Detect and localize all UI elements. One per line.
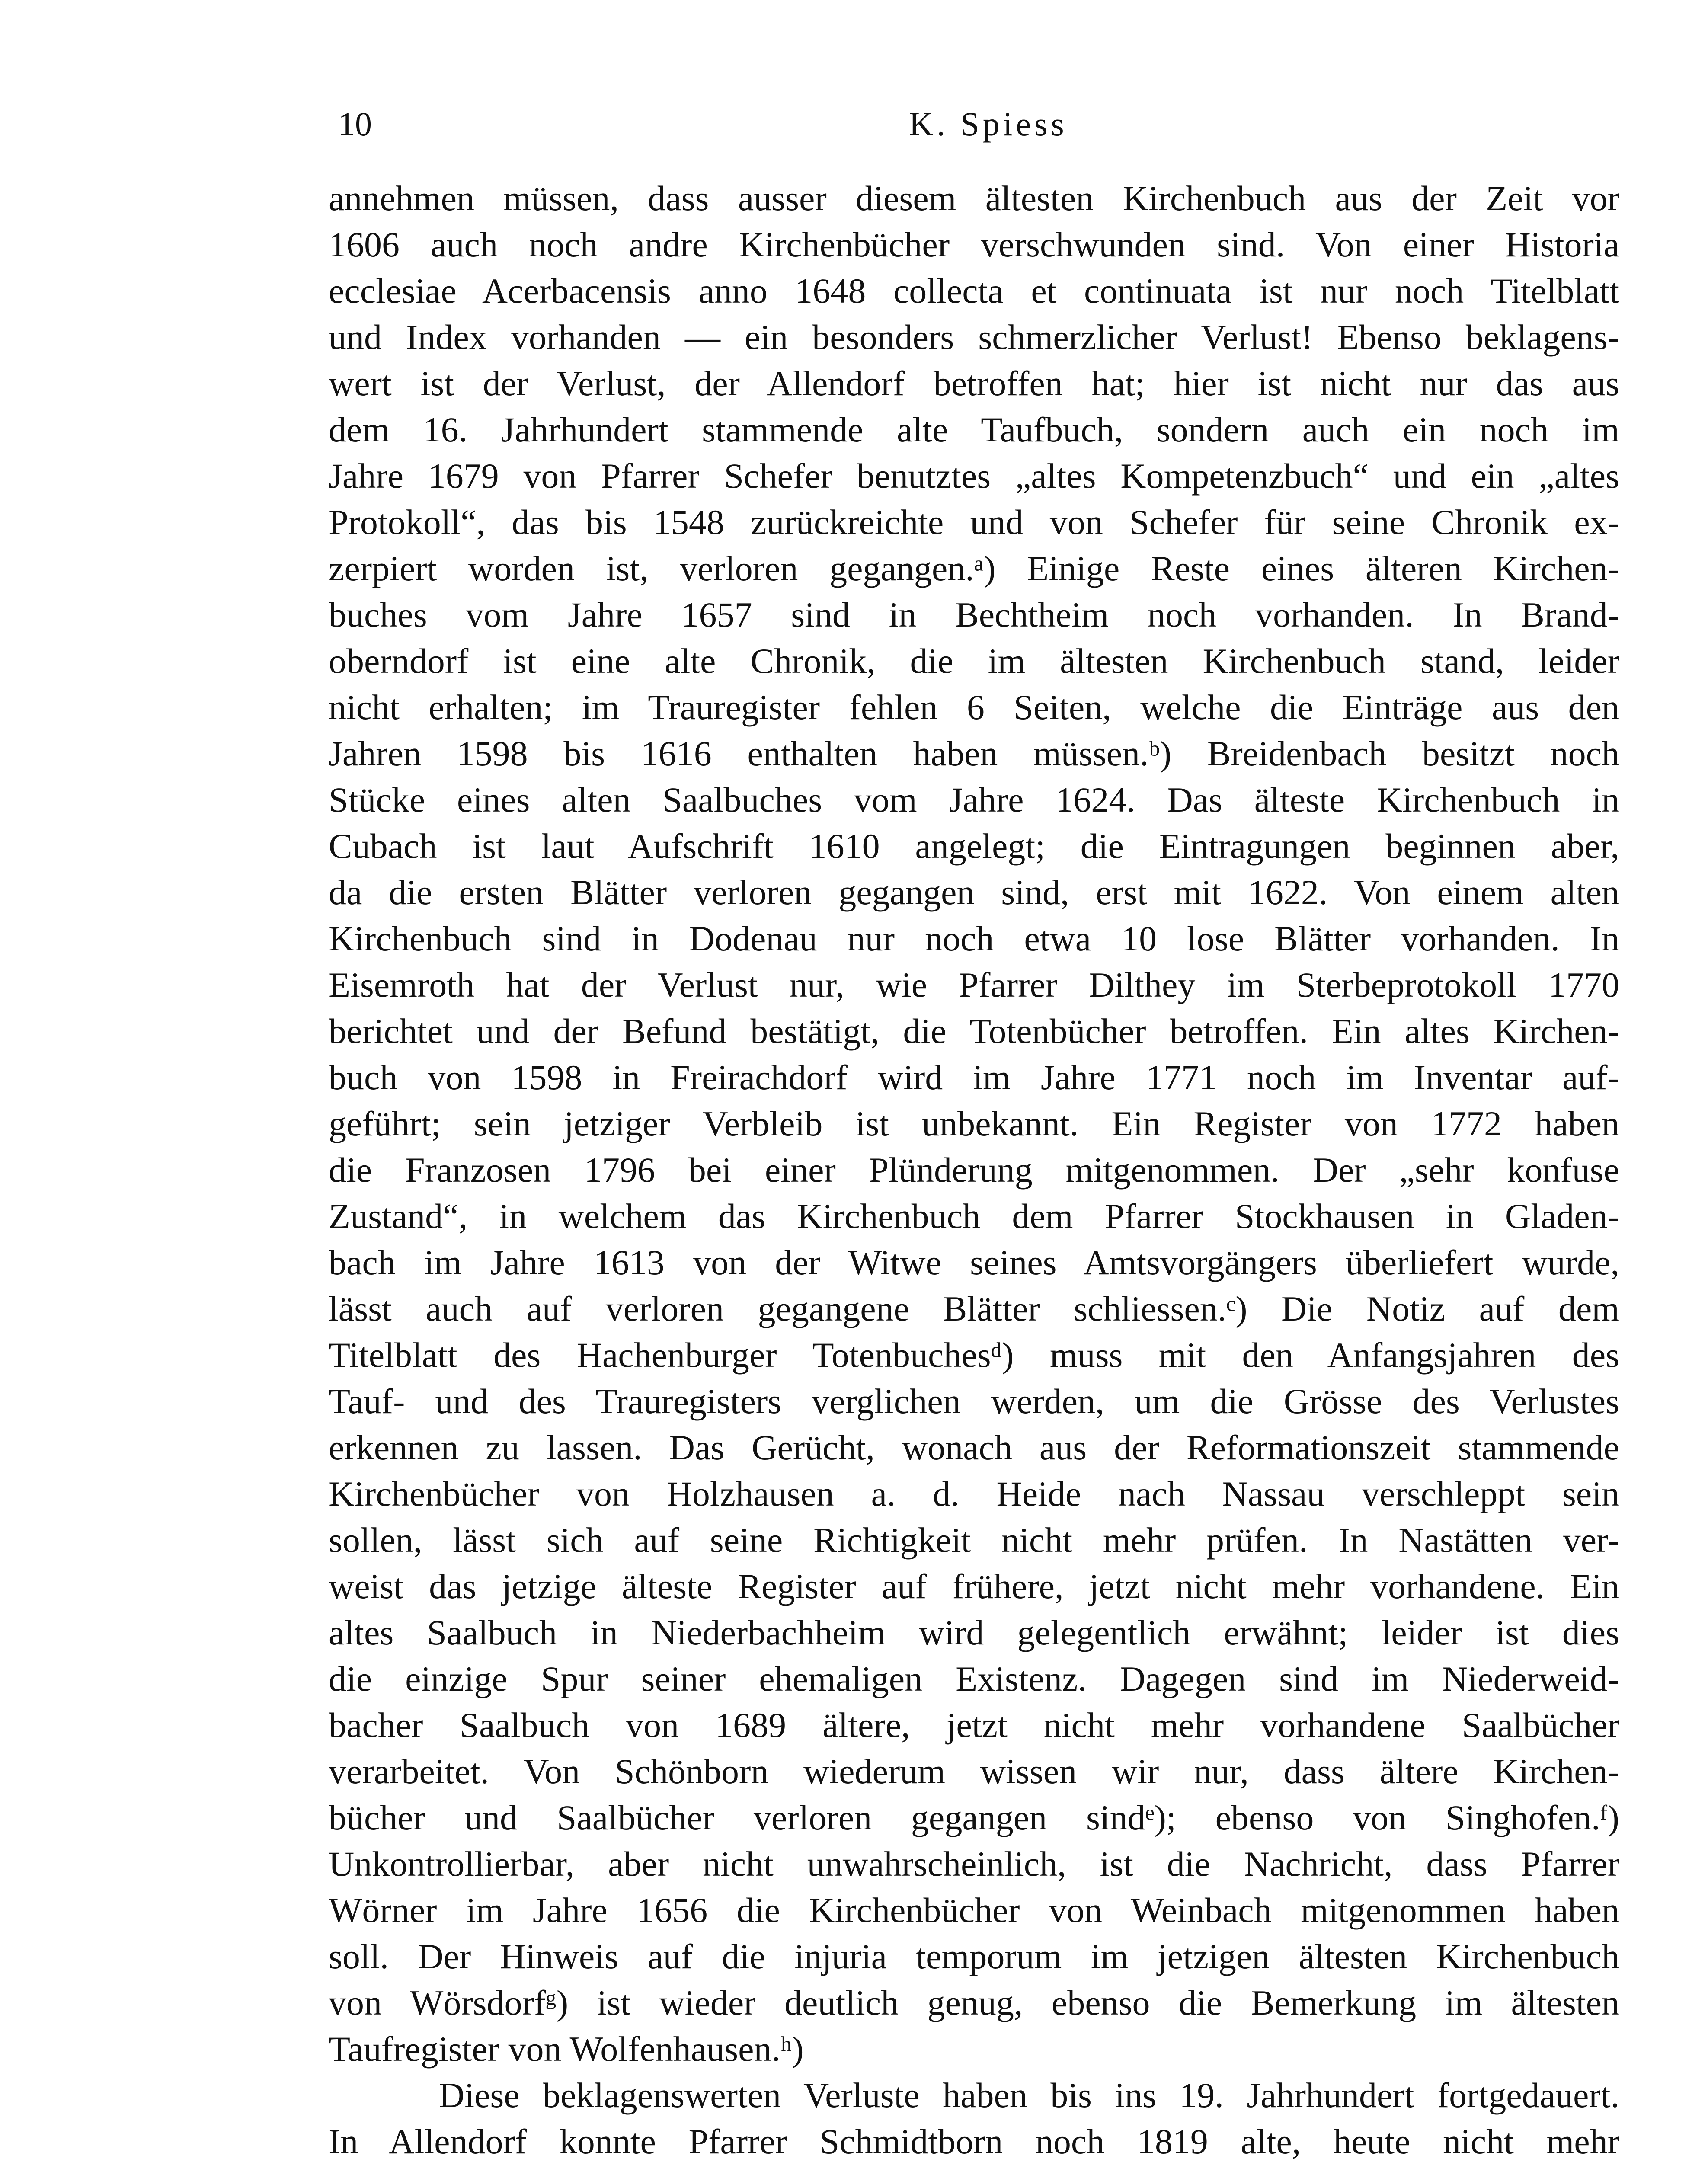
text-line: buches vom Jahre 1657 sind in Bechtheim noch vorhanden. In Brand- bbox=[329, 595, 1619, 634]
text-line: da die ersten Blätter verloren gegangen sind, erst mit 1622. Von einem alten bbox=[329, 873, 1619, 912]
text-line: und Index vorhanden — ein besonders schmerzlicher Verlust! Ebenso beklagens- bbox=[329, 317, 1619, 357]
text-line: buch von 1598 in Freirachdorf wird im Jahre 1771 noch im Inventar auf- bbox=[329, 1058, 1619, 1097]
text-line: bücher und Saalbücher verloren gegangen sindᵉ); ebenso von Singhofen.ᶠ) bbox=[329, 1798, 1619, 1837]
text-line: verarbeitet. Von Schönborn wiederum wissen wir nur, dass ältere Kirchen- bbox=[329, 1752, 1619, 1791]
text-line: Diese beklagenswerten Verluste haben bis ins 19. Jahrhundert fortgedauert. bbox=[439, 2076, 1619, 2115]
text-line: soll. Der Hinweis auf die injuria temporum im jetzigen ältesten Kirchenbuch bbox=[329, 1937, 1619, 1976]
text-line: 1606 auch noch andre Kirchenbücher verschwunden sind. Von einer Historia bbox=[329, 225, 1619, 264]
text-line: Taufregister von Wolfenhausen.ʰ) bbox=[329, 2029, 804, 2069]
text-line: bacher Saalbuch von 1689 ältere, jetzt nicht mehr vorhandene Saalbücher bbox=[329, 1705, 1619, 1745]
text-line: die einzige Spur seiner ehemaligen Existenz. Dagegen sind im Niederweid- bbox=[329, 1659, 1619, 1698]
text-line: oberndorf ist eine alte Chronik, die im ältesten Kirchenbuch stand, leider bbox=[329, 641, 1619, 681]
text-line: geführt; sein jetziger Verbleib ist unbekannt. Ein Register von 1772 haben bbox=[329, 1104, 1619, 1143]
text-line: ecclesiae Acerbacensis anno 1648 collecta et continuata ist nur noch Titelblatt bbox=[329, 271, 1619, 310]
text-line: Protokoll“, das bis 1548 zurückreichte und von Schefer für seine Chronik ex- bbox=[329, 502, 1619, 542]
text-line: altes Saalbuch in Niederbachheim wird gelegentlich erwähnt; leider ist dies bbox=[329, 1613, 1619, 1652]
text-line: lässt auch auf verloren gegangene Blätter schliessen.ᶜ) Die Notiz auf dem bbox=[329, 1289, 1619, 1328]
text-line: sollen, lässt sich auf seine Richtigkeit nicht mehr prüfen. In Nastätten ver- bbox=[329, 1520, 1619, 1560]
text-line: Titelblatt des Hachenburger Totenbuchesᵈ) muss mit den Anfangsjahren des bbox=[329, 1335, 1619, 1375]
text-line: bach im Jahre 1613 von der Witwe seines Amtsvorgängers überliefert wurde, bbox=[329, 1243, 1619, 1282]
text-line: Kirchenbücher von Holzhausen a. d. Heide nach Nassau verschleppt sein bbox=[329, 1474, 1619, 1513]
text-line: von Wörsdorfᵍ) ist wieder deutlich genug, ebenso die Bemerkung im ältesten bbox=[329, 1983, 1619, 2022]
text-line: wert ist der Verlust, der Allendorf betroffen hat; hier ist nicht nur das aus bbox=[329, 364, 1619, 403]
text-line: Tauf- und des Trauregisters verglichen werden, um die Grösse des Verlustes bbox=[329, 1382, 1619, 1421]
text-line: Stücke eines alten Saalbuches vom Jahre 1624. Das älteste Kirchenbuch in bbox=[329, 780, 1619, 819]
text-line: dem 16. Jahrhundert stammende alte Taufbuch, sondern auch ein noch im bbox=[329, 410, 1619, 449]
text-line: erkennen zu lassen. Das Gerücht, wonach aus der Reformationszeit stammende bbox=[329, 1428, 1619, 1467]
page-number: 10 bbox=[338, 105, 372, 143]
text-line: Cubach ist laut Aufschrift 1610 angelegt; die Eintragungen beginnen aber, bbox=[329, 826, 1619, 866]
running-head: K. Spiess bbox=[909, 105, 1068, 143]
text-line: annehmen müssen, dass ausser diesem ältesten Kirchenbuch aus der Zeit vor bbox=[329, 179, 1619, 218]
text-line: zerpiert worden ist, verloren gegangen.ᵃ) Einige Reste eines älteren Kirchen- bbox=[329, 549, 1619, 588]
page-header bbox=[338, 100, 1635, 148]
text-line: In Allendorf konnte Pfarrer Schmidtborn noch 1819 alte, heute nicht mehr bbox=[329, 2122, 1619, 2161]
text-line: Zustand“, in welchem das Kirchenbuch dem Pfarrer Stockhausen in Gladen- bbox=[329, 1196, 1619, 1236]
text-line: Jahre 1679 von Pfarrer Schefer benutztes „altes Kompetenzbuch“ und ein „altes bbox=[329, 456, 1619, 496]
text-line: Eisemroth hat der Verlust nur, wie Pfarrer Dilthey im Sterbeprotokoll 1770 bbox=[329, 965, 1619, 1004]
text-line: nicht erhalten; im Trauregister fehlen 6 Seiten, welche die Einträge aus den bbox=[329, 688, 1619, 727]
body-text bbox=[329, 175, 1619, 2162]
text-line: berichtet und der Befund bestätigt, die Totenbücher betroffen. Ein altes Kirchen- bbox=[329, 1011, 1619, 1051]
text-line: Wörner im Jahre 1656 die Kirchenbücher von Weinbach mitgenommen haben bbox=[329, 1890, 1619, 1930]
text-line: Unkontrollierbar, aber nicht unwahrscheinlich, ist die Nachricht, dass Pfarrer bbox=[329, 1844, 1619, 1884]
text-line: Jahren 1598 bis 1616 enthalten haben müssen.ᵇ) Breidenbach besitzt noch bbox=[329, 734, 1619, 773]
text-line: weist das jetzige älteste Register auf frühere, jetzt nicht mehr vorhandene. Ein bbox=[329, 1567, 1619, 1606]
text-line: die Franzosen 1796 bei einer Plünderung mitgenommen. Der „sehr konfuse bbox=[329, 1150, 1619, 1190]
text-line: Kirchenbuch sind in Dodenau nur noch etwa 10 lose Blätter vorhanden. In bbox=[329, 919, 1619, 958]
